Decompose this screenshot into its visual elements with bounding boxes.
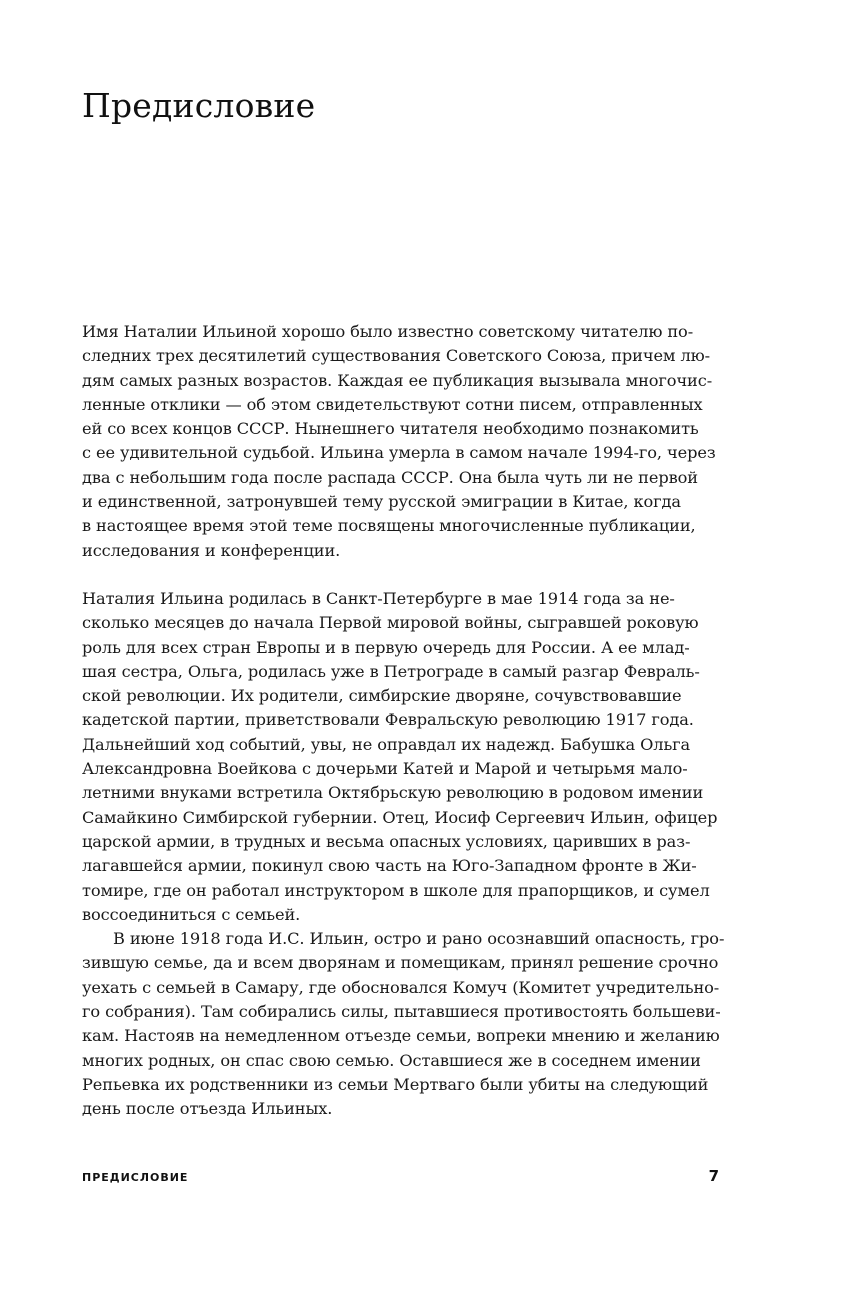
running-head: ПРЕДИСЛОВИЕ: [82, 1171, 189, 1184]
text-line: сколько месяцев до начала Первой мировой войны, сыгравшей роковую: [82, 613, 699, 633]
paragraph-gap: [82, 563, 722, 587]
paragraph-2: [82, 587, 722, 927]
text-line: царской армии, в трудных и весьма опасных условиях, царивших в раз-: [82, 831, 691, 851]
text-line: кадетской партии, приветствовали Февральскую революцию 1917 года.: [82, 710, 694, 730]
text-line: шая сестра, Ольга, родилась уже в Петрограде в самый разгар Февраль-: [82, 661, 700, 681]
text-line: летними внуками встретила Октябрьскую революцию в родовом имении: [82, 783, 704, 803]
text-line: уехать с семьей в Самару, где обосновался Комуч (Комитет учредительно-: [82, 977, 720, 997]
text-line: ской революции. Их родители, симбирские дворяне, сочувствовавшие: [82, 686, 682, 706]
text-line: в настоящее время этой теме посвящены многочисленные публикации,: [82, 516, 696, 536]
text-line: ей со всех концов СССР. Нынешнего читателя необходимо познакомить: [82, 419, 699, 439]
paragraph-1: [82, 320, 722, 563]
text-line: Дальнейший ход событий, увы, не оправдал их надежд. Бабушка Ольга: [82, 734, 691, 754]
text-line: многих родных, он спас свою семью. Оставшиеся же в соседнем имении: [82, 1050, 701, 1070]
text-line: и единственной, затронувшей тему русской эмиграции в Китае, когда: [82, 492, 681, 512]
text-line: следних трех десятилетий существования Советского Союза, причем лю-: [82, 346, 711, 366]
text-line: кам. Настояв на немедленном отъезде семьи, вопреки мнению и желанию: [82, 1026, 720, 1046]
text-line: воссоединиться с семьей.: [82, 904, 301, 924]
text-line: роль для всех стран Европы и в первую очередь для России. А ее млад-: [82, 637, 690, 657]
text-line: Имя Наталии Ильиной хорошо было известно советскому читателю по-: [82, 322, 694, 341]
text-line: с ее удивительной судьбой. Ильина умерла в самом начале 1994-го, через: [82, 443, 716, 463]
body-text: [82, 320, 725, 1122]
text-line: день после отъезда Ильиных.: [82, 1099, 333, 1119]
text-line: два с небольшим года после распада СССР. Она была чуть ли не первой: [82, 467, 698, 487]
text-line: исследования и конференции.: [82, 540, 341, 560]
text-line: Репьевка их родственники из семьи Мертваго были убиты на следующий: [82, 1074, 709, 1094]
chapter-title: Предисловие: [82, 86, 316, 125]
page-number: 7: [708, 1167, 719, 1185]
text-line: ленные отклики — об этом свидетельствуют сотни писем, отправленных: [82, 394, 703, 414]
text-line: Александровна Воейкова с дочерьми Катей и Марой и четырьмя мало-: [82, 759, 688, 779]
text-line: го собрания). Там собирались силы, пытавшиеся противостоять большеви-: [82, 1002, 721, 1022]
text-line: дям самых разных возрастов. Каждая ее публикация вызывала многочис-: [82, 370, 713, 390]
paragraph-3: [82, 927, 725, 1121]
text-line: томире, где он работал инструктором в школе для прапорщиков, и сумел: [82, 880, 710, 900]
text-line: зившую семье, да и всем дворянам и помещикам, принял решение срочно: [82, 953, 719, 973]
text-line: Самайкино Симбирской губернии. Отец, Иосиф Сергеевич Ильин, офицер: [82, 807, 718, 827]
text-line: В июне 1918 года И.С. Ильин, остро и рано осознавший опасность, гро-: [113, 929, 725, 949]
text-line: Наталия Ильина родилась в Санкт-Петербурге в мае 1914 года за не-: [82, 588, 675, 608]
text-line: лагавшейся армии, покинул свою часть на Юго-Западном фронте в Жи-: [82, 856, 697, 876]
